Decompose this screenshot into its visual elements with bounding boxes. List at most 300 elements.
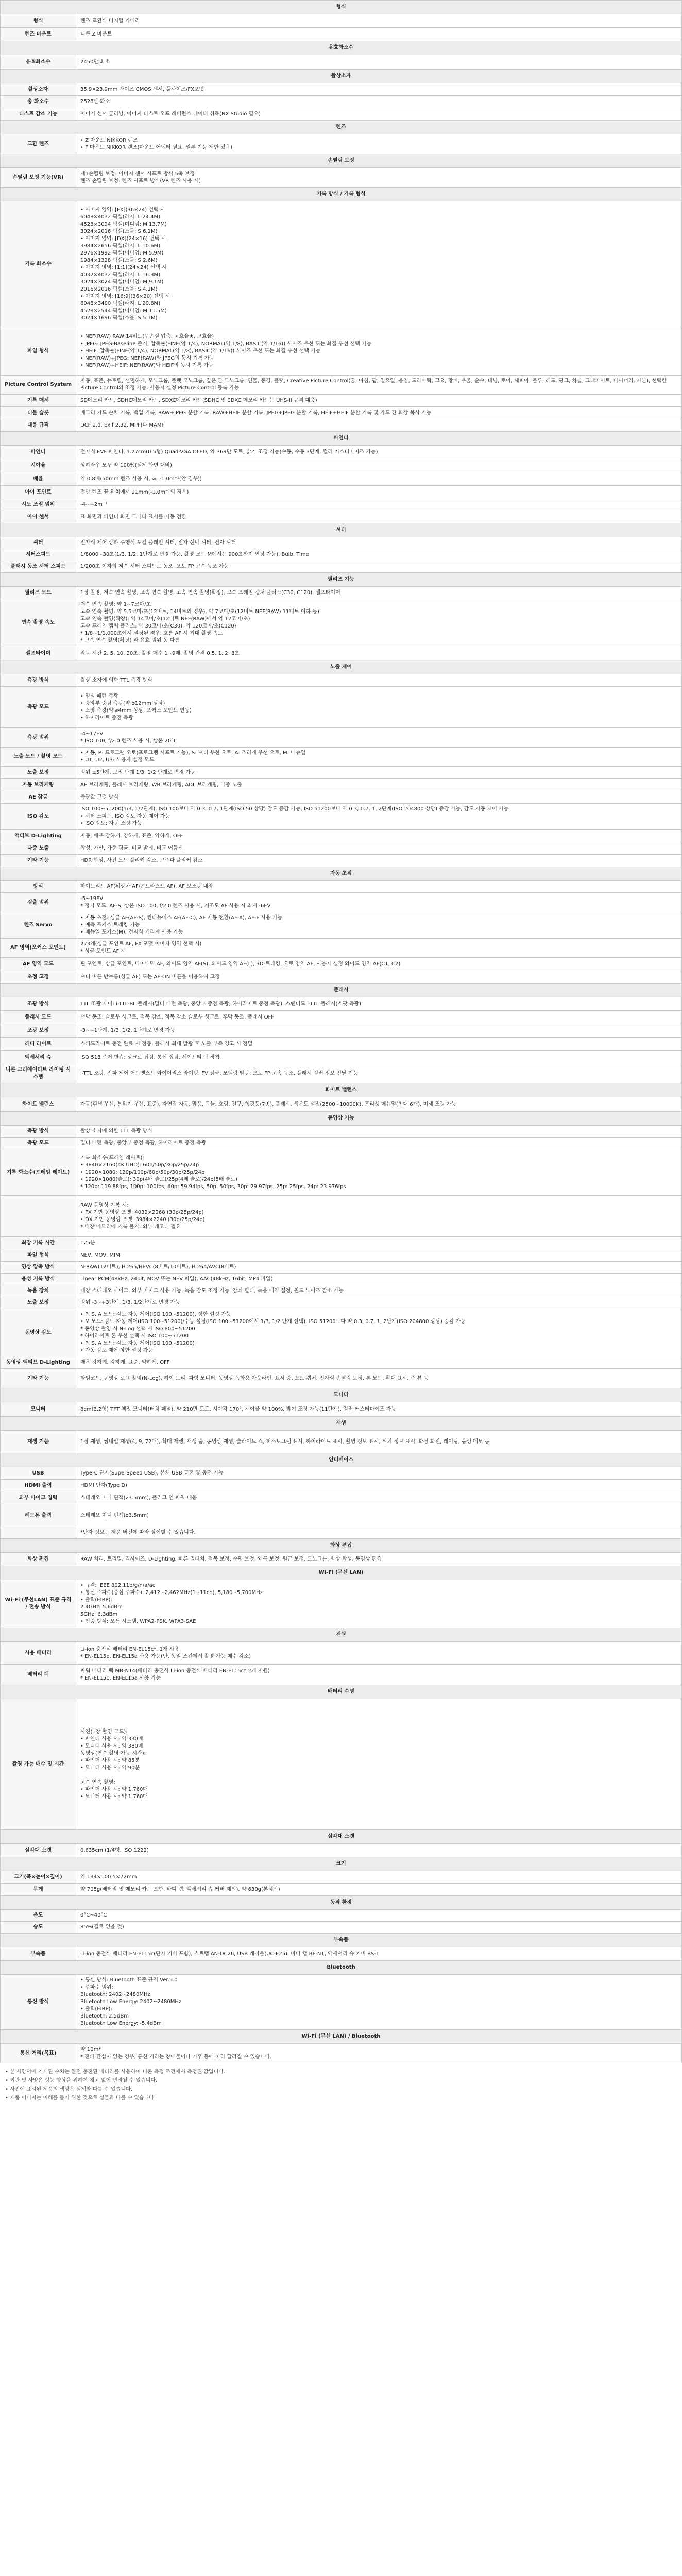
spec-value: ISO 100~51200(1/3, 1/2단계), ISO 100보다 약 0.3, 0.7, 1단계(ISO 50 상당) 감도 증감 가능, ISO 51200보다 약 0.3, 0.7, 1, 2단계(ISO 204800 상당) 증감 가능, 감도 자동 제어 가능 • 셔터 스피드, ISO 감도 자동 제어 가능 • ISO 감도: 자동 조정 가능: [76, 804, 682, 830]
spec-value: • 자동 초점: 싱글 AF(AF-S), 컨티뉴어스 AF(AF-C), AF 자동 전환(AF-A), AF-F 사용 가능 • 예측 포커스 트래킹 기능 • 매뉴얼 포커스(M): 전자식 거리계 사용 가능: [76, 912, 682, 939]
spec-row: [1, 1237, 682, 1249]
spec-row: [1, 728, 682, 748]
spec-value: 니콘 Z 마운트: [76, 28, 682, 41]
spec-row: [1, 1527, 682, 1539]
spec-label: 형식: [1, 14, 76, 28]
spec-value: 35.9×23.9mm 사이즈 CMOS 센서, 풀사이즈/FX포맷: [76, 83, 682, 96]
spec-row: [1, 459, 682, 472]
section-header-row: [1, 2030, 682, 2044]
spec-value: 하이브리드 AF(위상차 AF/콘트라스트 AF), AF 보조광 내장: [76, 881, 682, 893]
spec-row: [1, 83, 682, 96]
spec-label: 셔터: [1, 537, 76, 549]
spec-row: [1, 958, 682, 971]
spec-label: 온도: [1, 1910, 76, 1922]
spec-value: AE 브라케팅, 플래시 브라케팅, WB 브라케팅, ADL 브라케팅, 다중 노출: [76, 779, 682, 791]
section-title: 형식: [1, 1, 682, 14]
section-title: 플래시: [1, 984, 682, 997]
spec-value: • 자동, P: 프로그램 오토(프로그램 시프트 가능), S: 셔터 우선 오토, A: 조리개 우선 오토, M: 매뉴얼 • U1, U2, U3: 사용자 설정 모드: [76, 748, 682, 767]
spec-value: 2528만 화소: [76, 96, 682, 108]
spec-label: 다중 노출: [1, 842, 76, 855]
spec-row: [1, 1480, 682, 1492]
spec-label: 기록 매체: [1, 395, 76, 407]
spec-row: [1, 537, 682, 549]
section-header-row: [1, 1083, 682, 1097]
spec-label: 노출 모드 / 촬영 모드: [1, 748, 76, 767]
spec-label: 연속 촬영 속도: [1, 599, 76, 647]
spec-value: 기록 화소수(프레임 레이트): • 3840×2160(4K UHD): 60p/50p/30p/25p/24p • 1920×1080: 120p/100p/60p/50p/30p/25p/24p • 1920×1080(슬로): 30p(4배 슬로)/25p(4배 슬로)/24p(5배 슬로) * 120p: 119.88fps, 100p: 100fps, 60p: 59.94fps, 50p: 50fps, 30p: 29.97fps, 25p: 25fps, 24p: 23.976fps: [76, 1149, 682, 1196]
spec-row: [1, 1138, 682, 1149]
section-title: 동작 환경: [1, 1896, 682, 1910]
spec-label: 시야율: [1, 459, 76, 472]
spec-label: 아이 포인트: [1, 486, 76, 499]
spec-row: [1, 446, 682, 459]
spec-label: 측광 모드: [1, 1138, 76, 1149]
spec-row: [1, 1126, 682, 1138]
spec-value: HDR 합성, 사진 모드 플리커 감소, 고주파 플리커 감소: [76, 855, 682, 867]
spec-label: [1, 1196, 76, 1237]
section-title: 파인더: [1, 432, 682, 446]
spec-row: [1, 1699, 682, 1830]
section-header-row: [1, 1417, 682, 1431]
section-header-row: [1, 432, 682, 446]
spec-row: [1, 108, 682, 121]
section-header-row: [1, 573, 682, 587]
spec-row: [1, 1011, 682, 1024]
spec-label: 영상 압축 방식: [1, 1262, 76, 1274]
spec-row: [1, 647, 682, 660]
spec-value: 매우 강하게, 강하게, 표준, 약하게, OFF: [76, 1357, 682, 1369]
spec-label: 셔터스피드: [1, 549, 76, 561]
spec-label: 기타 기능: [1, 1369, 76, 1388]
spec-row: [1, 1051, 682, 1064]
section-header-row: [1, 1566, 682, 1580]
section-title: 손떨림 보정: [1, 154, 682, 168]
spec-label: 동영상 액티브 D-Lighting: [1, 1357, 76, 1369]
spec-label: 방식: [1, 881, 76, 893]
spec-row: [1, 327, 682, 376]
section-header-row: [1, 188, 682, 201]
spec-value: 1/200초 이하의 저속 셔터 스피드로 동조, 오토 FP 고속 동조 가능: [76, 561, 682, 573]
spec-value: 타임코드, 동영상 로그 촬영(N-Log), 하이 트리, 파형 모니터, 동영상 녹화용 아웃라인, 표시 줌, 오토 캡처, 전자식 손떨림 보정, 톤 모드, 확대 표시, 줌 뷰 등: [76, 1369, 682, 1388]
spec-label: 사용 배터리: [1, 1642, 76, 1665]
spec-label: 아이 센서: [1, 511, 76, 523]
spec-value: 1/8000~30초(1/3, 1/2, 1단계로 변경 가능, 촬영 모드 M에서는 900초까지 연장 가능), Bulb, Time: [76, 549, 682, 561]
spec-row: [1, 1038, 682, 1051]
spec-row: [1, 1064, 682, 1083]
spec-row: [1, 599, 682, 647]
spec-value: 핀 포인트, 싱글 포인트, 다이내믹 AF, 와이드 영역 AF(S), 와이드 영역 AF(L), 3D-트래킹, 오토 영역 AF, 사용자 설정 와이드 영역 AF(C1, C2): [76, 958, 682, 971]
spec-value: ISO 518 준거 핫슈: 싱크로 접점, 통신 접점, 세이프티 락 장착: [76, 1051, 682, 1064]
spec-label: 더블 슬롯: [1, 407, 76, 419]
spec-row: [1, 842, 682, 855]
spec-value: 촬상 소자에 의한 TTL 측광 방식: [76, 1126, 682, 1138]
spec-row: [1, 1149, 682, 1196]
spec-value: 셔터 버튼 반누름(싱글 AF) 또는 AF-ON 버튼을 이용하여 고정: [76, 971, 682, 984]
spec-label: 촬상소자: [1, 83, 76, 96]
spec-label: 배율: [1, 472, 76, 486]
spec-row: [1, 1504, 682, 1527]
spec-value: 스테레오 미니 핀잭(⌀3.5mm): [76, 1504, 682, 1527]
spec-label: 액티브 D-Lighting: [1, 830, 76, 842]
spec-label: [1, 1527, 76, 1539]
spec-row: [1, 1665, 682, 1685]
spec-value: 자동, 표준, 뉴트럴, 선명하게, 모노크롬, 플랫 모노크롬, 깊은 톤 모노크롬, 인물, 풍경, 플랫, Creative Picture Control(꿈, 아침, 팝, 일요일, 음침, 드라마틱, 고요, 황폐, 우울, 순수, 데님, 토이, 세피아, 블루, 레드, 핑크, 차콜, 그래파이트, 바이너리, 카본), 선택한 Picture Control의 조정 가능, 사용자 설정 Picture Control 등록 가능: [76, 376, 682, 395]
spec-value: 파워 배터리 팩 MB-N14(배터리 충전식 Li-ion 충전식 배터리 EN-EL15c* 2개 지원) * EN-EL15b, EN-EL15a 사용 가능: [76, 1665, 682, 1685]
section-title: 배터리 수명: [1, 1685, 682, 1699]
spec-value: 범위 ±5단계, 보정 단계 1/3, 1/2 단계로 변경 가능: [76, 767, 682, 779]
spec-value: 약 705g(배터리 및 메모리 카드 포함, 바디 캡, 액세서리 슈 커버 제외), 약 630g(본체만): [76, 1884, 682, 1896]
spec-label: 조광 보정: [1, 1024, 76, 1038]
spec-label: 헤드폰 출력: [1, 1504, 76, 1527]
spec-value: 자동, 매우 강하게, 강하게, 표준, 약하게, OFF: [76, 830, 682, 842]
spec-label: 검출 범위: [1, 893, 76, 912]
spec-label: 동영상 감도: [1, 1309, 76, 1357]
spec-row: [1, 1492, 682, 1504]
spec-value: 약 10m* * 전파 간섭이 없는 경우, 통신 거리는 장애물이나 기후 등에 따라 달라질 수 있습니다.: [76, 2044, 682, 2063]
spec-row: [1, 893, 682, 912]
spec-value: 이미지 센서 클리닝, 이미지 더스트 오프 레퍼런스 데이터 취득(NX Studio 필요): [76, 108, 682, 121]
spec-value: 약 0.8배(50mm 렌즈 사용 시, ∞, -1.0m⁻¹(안 경우)): [76, 472, 682, 486]
spec-label: 유효화소수: [1, 55, 76, 70]
spec-value: 멀티 패턴 측광, 중앙부 중점 측광, 하이라이트 중점 측광: [76, 1138, 682, 1149]
spec-row: [1, 407, 682, 419]
section-title: 릴리즈 기능: [1, 573, 682, 587]
spec-label: 파인더: [1, 446, 76, 459]
spec-value: 작동 시간 2, 5, 10, 20초, 촬영 매수 1~9매, 촬영 간격 0.5, 1, 2, 3초: [76, 647, 682, 660]
spec-value: • 이미지 영역: [FX](36×24) 선택 시 6048×4032 픽셀(라지: L 24.4M) 4528×3024 픽셀(미디엄: M 13.7M) 3024×2016 픽셀(스몰: S 6.1M) • 이미지 영역: [DX](24×16) 선택 시 3984×2656 픽셀(라지: L 10.6M) 2976×1992 픽셀(미디엄: M 5.9M) 1984×1328 픽셀(스몰: S 2.6M) • 이미지 영역: [1:1](24×24) 선택 시 4032×4032 픽셀(라지: L 16.3M) 3024×3024 픽셀(미디엄: M 9.1M) 2016×2016 픽셀(스몰: S 4.1M) • 이미지 영역: [16:9](36×20) 선택 시 6048×3400 픽셀(라지: L 20.6M) 4528×2544 픽셀(미디엄: M 11.5M) 3024×1696 픽셀(스몰: S 5.1M): [76, 201, 682, 327]
spec-label: 니콘 크리에이티브 라이팅 시스템: [1, 1064, 76, 1083]
section-title: 부속품: [1, 1934, 682, 1947]
spec-value: 85%(결로 없을 것): [76, 1922, 682, 1934]
spec-label: 자동 브라케팅: [1, 779, 76, 791]
spec-value: • Z 마운트 NIKKOR 렌즈 • F 마운트 NIKKOR 렌즈(마운트 어댑터 필요, 일부 기능 제한 있음): [76, 134, 682, 154]
spec-label: 노출 보정: [1, 1297, 76, 1309]
spec-row: [1, 1024, 682, 1038]
spec-value: -3~+1단계, 1/3, 1/2, 1단계로 변경 가능: [76, 1024, 682, 1038]
spec-label: 촬영 가능 매수 및 시간: [1, 1699, 76, 1830]
spec-label: 크기(폭×높이×깊이): [1, 1871, 76, 1884]
spec-label: 통신 방식: [1, 1975, 76, 2030]
section-title: 재생: [1, 1417, 682, 1431]
spec-label: 측광 방식: [1, 1126, 76, 1138]
section-header-row: [1, 1628, 682, 1642]
spec-value: Li-ion 충전식 배터리 EN-EL15c(단자 커버 포함), 스트랩 AN-DC26, USB 케이블(UC-E25), 바디 캡 BF-N1, 액세서리 슈 커버 BS-1: [76, 1947, 682, 1961]
spec-row: [1, 395, 682, 407]
spec-row: [1, 511, 682, 523]
spec-value: 전자식 제어 상하 주행식 포컬 플레인 셔터, 전자 선막 셔터, 전자 셔터: [76, 537, 682, 549]
section-header-row: [1, 1961, 682, 1975]
section-title: 기록 방식 / 기록 형식: [1, 188, 682, 201]
spec-value: SD메모리 카드, SDHC메모리 카드, SDXC메모리 카드(SDHC 및 SDXC 메모리 카드는 UHS-II 규격 대응): [76, 395, 682, 407]
spec-row: [1, 1922, 682, 1934]
footnotes: • 본 사양서에 기재된 수치는 완전 충전된 배터리를 사용하여 니콘 측정 조건에서 측정된 값입니다. • 외관 및 사양은 성능 향상을 위하여 예고 없이 변경될 수 있습니다. • 사진에 표시된 제품의 색상은 실제와 다를 수 있습니다. • 제품 이미지는 이해를 돕기 위한 것으로 실물과 다를 수 있습니다.: [5, 2069, 226, 2101]
spec-value: • 멀티 패턴 측광 • 중앙부 중점 측광(약 ⌀12mm 상당) • 스팟 측광(약 ⌀4mm 상당, 포커스 포인트 연동) • 하이라이트 중점 측광: [76, 687, 682, 728]
spec-value: 선막 동조, 슬로우 싱크로, 적목 감소, 적목 감소 슬로우 싱크로, 후막 동조, 플래시 OFF: [76, 1011, 682, 1024]
spec-label: 손떨림 보정 기능(VR): [1, 168, 76, 188]
spec-label: AE 잠금: [1, 791, 76, 804]
spec-row: [1, 419, 682, 432]
spec-value: • 규격: IEEE 802.11b/g/n/a/ac • 통신 주파수(중심 주파수): 2,412~2,462MHz(1~11ch), 5,180~5,700MHz • 출력(EIRP): 2.4GHz: 5.6dBm 5GHz: 6.3dBm • 인증 방식: 오픈 시스템, WPA2-PSK, WPA3-SAE: [76, 1580, 682, 1628]
spec-label: Picture Control System: [1, 376, 76, 395]
section-title: 렌즈: [1, 121, 682, 134]
spec-label: 파일 형식: [1, 327, 76, 376]
section-header-row: [1, 984, 682, 997]
spec-row: [1, 1262, 682, 1274]
spec-label: AF 영역(포커스 포인트): [1, 939, 76, 958]
spec-value: 스피드라이트 충전 완료 시 점등, 플래시 최대 발광 후 노출 부족 경고 시 점멸: [76, 1038, 682, 1051]
spec-row: [1, 2044, 682, 2063]
spec-value: 사진(1장 촬영 모드): • 파인더 사용 시: 약 330매 • 모니터 사용 시: 약 380매 동영상(연속 촬영 가능 시간): • 파인더 사용 시: 약 85분 • 모니터 사용 시: 약 90분 고속 연속 촬영: • 파인더 사용 시: 약 1,760매 • 모니터 사용 시: 약 1,760매: [76, 1699, 682, 1830]
spec-row: [1, 486, 682, 499]
spec-row: [1, 1884, 682, 1896]
spec-row: [1, 779, 682, 791]
spec-label: 화이트 밸런스: [1, 1097, 76, 1112]
section-header-row: [1, 1539, 682, 1553]
section-title: 화이트 밸런스: [1, 1083, 682, 1097]
spec-value: DCF 2.0, Exif 2.32, MPF(다 MAMF: [76, 419, 682, 432]
spec-row: [1, 376, 682, 395]
spec-value: 1장 재생, 썸네일 재생(4, 9, 72매), 확대 재생, 재생 줌, 동영상 재생, 슬라이드 쇼, 히스토그램 표시, 하이라이트 표시, 촬영 정보 표시, 위치 정보 표시, 화상 회전, 레이팅, 음성 메모 등: [76, 1431, 682, 1453]
spec-row: [1, 767, 682, 779]
spec-value: 메모리 카드 순차 기록, 백업 기록, RAW+JPEG 분할 기록, RAW+HEIF 분할 기록, JPEG+JPEG 분할 기록, HEIF+HEIF 분할 기록 및 카드 간 화상 복사 가능: [76, 407, 682, 419]
spec-value: 저속 연속 촬영: 약 1~7코마/초 고속 연속 촬영: 약 5.5코마/초(12비트, 14비트의 경우), 약 7코마/초(12비트 NEF(RAW) 11비트 이하 등) 고속 연속 촬영(확장): 약 14코마/초(12비트 NEF(RAW)에서 약 12코마/초) 고속 프레임 캡처 플러스: 약 30코마/초(C30), 약 120코마/초(C120) * 1/8~1/1,000초에서 설정된 경우, 흐름 AF 시 최대 촬영 속도 * 고속 연속 촬영(확장) 과 유효 범위 동 다름: [76, 599, 682, 647]
spec-row: [1, 1402, 682, 1417]
spec-value: 0°C~40°C: [76, 1910, 682, 1922]
spec-label: 플래시 동조 셔터 스피드: [1, 561, 76, 573]
spec-row: [1, 971, 682, 984]
spec-label: 릴리즈 모드: [1, 587, 76, 599]
spec-label: 대응 규격: [1, 419, 76, 432]
spec-label: ISO 감도: [1, 804, 76, 830]
spec-value: 합성, 가산, 가중 평균, 비교 밝게, 비교 어둡게: [76, 842, 682, 855]
section-header-row: [1, 523, 682, 537]
spec-label: 측광 모드: [1, 687, 76, 728]
spec-row: [1, 1975, 682, 2030]
spec-label: 습도: [1, 1922, 76, 1934]
spec-label: 배터리 팩: [1, 1665, 76, 1685]
section-header-row: [1, 41, 682, 55]
spec-value: 2450만 화소: [76, 55, 682, 70]
spec-value: 자동(흰색 우선, 분위기 우선, 표준), 자연광 자동, 맑음, 그늘, 흐림, 전구, 형광등(7종), 플래시, 색온도 설정(2500~10000K), 프리셋 매뉴얼(최대 6개), 미세 조정 가능: [76, 1097, 682, 1112]
spec-row: [1, 201, 682, 327]
spec-value: NEV, MOV, MP4: [76, 1249, 682, 1262]
section-title: Wi-Fi (무선 LAN): [1, 1566, 682, 1580]
section-header-row: [1, 1830, 682, 1844]
spec-value: 렌즈 교환식 디지털 카메라: [76, 14, 682, 28]
spec-row: [1, 1309, 682, 1357]
spec-value: 표 화면과 파인더 화면 모니터 표시를 자동 전환: [76, 511, 682, 523]
spec-value: RAW 동영상 기록 시: • FX 기반 동영상 포맷: 4032×2268 (30p/25p/24p) • DX 기반 동영상 포맷: 3984×2240 (30p/25p/24p) * 내장 메모리에 기록 불가, 외부 레코더 필요: [76, 1196, 682, 1237]
spec-value: N-RAW(12비트), H.265/HEVC(8비트/10비트), H.264/AVC(8비트): [76, 1262, 682, 1274]
spec-label: 액세서리 슈: [1, 1051, 76, 1064]
spec-row: [1, 1196, 682, 1237]
spec-value: • P, S, A 모드: 감도 자동 제어(ISO 100~51200), 상한 설정 가능 • M 모드: 감도 자동 제어(ISO 100~51200)/수동 설정(ISO 100~51200에서 1/3, 1/2 단계 선택), ISO 51200보다 약 0.3, 0.7, 1, 2단계(ISO 204800 상당) 증감 가능 * 동영상 촬영 시 N-Log 선택 시 ISO 800~51200 * 하이라이트 톤 우선 선택 시 ISO 100~51200 • P, S, A 모드: 감도 자동 제어(ISO 100~51200) • 자동 감도 제어 상한 설정 가능: [76, 1309, 682, 1357]
spec-row: [1, 881, 682, 893]
spec-row: [1, 855, 682, 867]
spec-value: -4~17EV * ISO 100, f/2.0 렌즈 사용 시, 상온 20°C: [76, 728, 682, 748]
spec-row: [1, 28, 682, 41]
spec-label: 노출 보정: [1, 767, 76, 779]
spec-label: 렌즈 Servo: [1, 912, 76, 939]
spec-value: HDMI 단자(Type D): [76, 1480, 682, 1492]
spec-row: [1, 1947, 682, 1961]
spec-label: 렌즈 마운트: [1, 28, 76, 41]
section-title: 인터페이스: [1, 1453, 682, 1467]
section-title: 전원: [1, 1628, 682, 1642]
spec-row: [1, 1871, 682, 1884]
section-header-row: [1, 1685, 682, 1699]
section-title: 자동 초점: [1, 867, 682, 881]
section-header-row: [1, 867, 682, 881]
section-title: 촬상소자: [1, 70, 682, 83]
section-title: 셔터: [1, 523, 682, 537]
spec-row: [1, 1249, 682, 1262]
spec-value: • NEF(RAW) RAW 14비트(무손실 압축, 고효율★, 고효율) • JPEG: JPEG-Baseline 준거, 압축률(FINE(약 1/4), NORMAL(약 1/8), BASIC(약 1/16)) 사이즈 우선 또는 화질 우선 선택 가능 • HEIF: 압축률(FINE(약 1/4), NORMAL(약 1/8), BASIC(약 1/16)) 사이즈 우선 또는 화질 우선 선택 가능 • NEF(RAW)+JPEG: NEF(RAW)와 JPEG의 동시 기록 가능 • NEF(RAW)+HEIF: NEF(RAW)와 HEIF의 동시 기록 가능: [76, 327, 682, 376]
spec-value: 내장 스테레오 마이크, 외부 마이크 사용 가능, 녹음 감도 조정 가능, 감쇠 필터, 녹음 대역 설정, 윈드 노이즈 감소 가능: [76, 1285, 682, 1297]
spec-value: 범위 -3~+3단계, 1/3, 1/2단계로 변경 가능: [76, 1297, 682, 1309]
spec-row: [1, 1553, 682, 1566]
section-title: Wi-Fi (무선 LAN) / Bluetooth: [1, 2030, 682, 2044]
spec-value: 273개(싱글 포인트 AF, FX 포맷 이미지 영역 선택 시) * 싱글 포인트 AF 시: [76, 939, 682, 958]
spec-value: *단자 정보는 제품 버전에 따라 상이할 수 있습니다.: [76, 1527, 682, 1539]
spec-label: 화상 편집: [1, 1553, 76, 1566]
spec-row: [1, 791, 682, 804]
spec-value: RAW 처리, 트리밍, 리사이즈, D-Lighting, 빠른 리터치, 적목 보정, 수평 보정, 왜곡 보정, 원근 보정, 모노크롬, 화상 합성, 동영상 편집: [76, 1553, 682, 1566]
spec-value: TTL 조광 제어: i-TTL-BL 플래시(멀티 패턴 측광, 중앙부 중점 측광, 하이라이트 중점 측광), 스탠더드 i-TTL 플래시(스팟 측광): [76, 997, 682, 1011]
spec-label: 기록 화소수: [1, 201, 76, 327]
spec-row: [1, 1097, 682, 1112]
spec-value: 제1손떨림 보정: 이미지 센서 시프트 방식 5축 보정 렌즈 손떨림 보정: 렌즈 시프트 방식(VR 렌즈 사용 시): [76, 168, 682, 188]
spec-label: 레디 라이트: [1, 1038, 76, 1051]
spec-value: 0.635cm (1/4형, ISO 1222): [76, 1844, 682, 1857]
spec-label: 측광 방식: [1, 674, 76, 687]
spec-row: [1, 587, 682, 599]
spec-label: 무게: [1, 1884, 76, 1896]
spec-label: 기록 화소수(프레임 레이트): [1, 1149, 76, 1196]
spec-value: -5~19EV * 정지 모드, AF-S, 상온 ISO 100, f/2.0 렌즈 사용 시, 저조도 AF 사용 시 최저 -6EV: [76, 893, 682, 912]
spec-label: 시도 조절 범위: [1, 499, 76, 511]
spec-row: [1, 96, 682, 108]
spec-label: 통신 거리(목표): [1, 2044, 76, 2063]
spec-label: 삼각대 소켓: [1, 1844, 76, 1857]
spec-row: [1, 1357, 682, 1369]
spec-row: [1, 168, 682, 188]
spec-row: [1, 804, 682, 830]
section-title: 동영상 기능: [1, 1112, 682, 1126]
section-header-row: [1, 1453, 682, 1467]
spec-label: 부속품: [1, 1947, 76, 1961]
spec-label: 녹음 장치: [1, 1285, 76, 1297]
spec-value: -4~+2m⁻¹: [76, 499, 682, 511]
spec-row: [1, 748, 682, 767]
spec-row: [1, 1910, 682, 1922]
spec-value: i-TTL 조광, 전파 제어 어드밴스드 와이어리스 라이팅, FV 잠금, 모델링 발광, 오토 FP 고속 동조, 플래시 컬러 정보 전달 기능: [76, 1064, 682, 1083]
section-header-row: [1, 121, 682, 134]
spec-label: Wi-Fi (무선LAN) 표준 규격 / 전송 방식: [1, 1580, 76, 1628]
spec-row: [1, 687, 682, 728]
section-title: 노출 제어: [1, 660, 682, 674]
spec-row: [1, 472, 682, 486]
spec-value: 125분: [76, 1237, 682, 1249]
section-title: 삼각대 소켓: [1, 1830, 682, 1844]
spec-label: 파일 형식: [1, 1249, 76, 1262]
section-header-row: [1, 660, 682, 674]
spec-value: 스테레오 미니 핀잭(⌀3.5mm), 플러그 인 파워 대응: [76, 1492, 682, 1504]
spec-value: 8cm(3.2형) TFT 액정 모니터(터치 패널), 약 210만 도트, 시야각 170°, 시야율 약 100%, 밝기 조정 가능(11단계), 컬러 커스터마이즈 가능: [76, 1402, 682, 1417]
spec-label: 외부 마이크 입력: [1, 1492, 76, 1504]
spec-label: 조광 방식: [1, 997, 76, 1011]
section-header-row: [1, 1388, 682, 1402]
spec-label: 최장 기록 시간: [1, 1237, 76, 1249]
section-title: 모니터: [1, 1388, 682, 1402]
spec-label: 플래시 모드: [1, 1011, 76, 1024]
spec-row: [1, 561, 682, 573]
spec-label: USB: [1, 1467, 76, 1480]
spec-label: 초점 고정: [1, 971, 76, 984]
spec-row: [1, 1642, 682, 1665]
spec-label: 셀프타이머: [1, 647, 76, 660]
spec-label: 교환 렌즈: [1, 134, 76, 154]
spec-value: 측광값 고정 방식: [76, 791, 682, 804]
spec-row: [1, 14, 682, 28]
spec-row: [1, 549, 682, 561]
spec-value: Type-C 단자(SuperSpeed USB), 본체 USB 급전 및 충전 가능: [76, 1467, 682, 1480]
spec-value: 상하좌우 모두 약 100%(실제 화면 대비): [76, 459, 682, 472]
section-title: 크기: [1, 1857, 682, 1871]
spec-row: [1, 55, 682, 70]
spec-row: [1, 134, 682, 154]
section-header-row: [1, 1, 682, 14]
spec-row: [1, 939, 682, 958]
spec-row: [1, 1431, 682, 1453]
section-header-row: [1, 70, 682, 83]
spec-label: 모니터: [1, 1402, 76, 1417]
spec-value: Li-ion 충전식 배터리 EN-EL15c*, 1개 사용 * EN-EL15b, EN-EL15a 사용 가능(단, 동일 조건에서 촬영 가능 매수 감소): [76, 1642, 682, 1665]
section-title: Bluetooth: [1, 1961, 682, 1975]
spec-value: • 통신 방식: Bluetooth 표준 규격 Ver.5.0 • 주파수 범위: Bluetooth: 2402~2480MHz Bluetooth Low Energy: 2402~2480MHz • 출력(EIRP): Bluetooth: 2.5dBm Bluetooth Low Energy: -5.4dBm: [76, 1975, 682, 2030]
spec-row: [1, 1467, 682, 1480]
section-title: 유효화소수: [1, 41, 682, 55]
spec-row: [1, 997, 682, 1011]
spec-value: 접안 렌즈 끝 위치에서 21mm(-1.0m⁻¹의 경우): [76, 486, 682, 499]
spec-value: 약 134×100.5×72mm: [76, 1871, 682, 1884]
spec-row: [1, 1580, 682, 1628]
section-header-row: [1, 1857, 682, 1871]
spec-row: [1, 499, 682, 511]
spec-row: [1, 1274, 682, 1285]
section-header-row: [1, 1896, 682, 1910]
spec-label: 총 화소수: [1, 96, 76, 108]
spec-row: [1, 830, 682, 842]
spec-row: [1, 1297, 682, 1309]
spec-row: [1, 1369, 682, 1388]
spec-row: [1, 674, 682, 687]
spec-label: 측광 범위: [1, 728, 76, 748]
spec-row: [1, 1844, 682, 1857]
spec-value: 촬상 소자에 의한 TTL 측광 방식: [76, 674, 682, 687]
section-title: 화상 편집: [1, 1539, 682, 1553]
spec-value: 전자식 EVF 파인더, 1.27cm(0.5형) Quad-VGA OLED, 약 369만 도트, 밝기 조정 가능(수동, 수동 3단계, 컬러 커스터마이즈 가능): [76, 446, 682, 459]
spec-value: Linear PCM(48kHz, 24bit, MOV 또는 NEV 파일), AAC(48kHz, 16bit, MP4 파일): [76, 1274, 682, 1285]
spec-value: 1장 촬영, 저속 연속 촬영, 고속 연속 촬영, 고속 연속 촬영(확장), 고속 프레임 캡처 플러스(C30, C120), 셀프타이머: [76, 587, 682, 599]
spec-label: 더스트 감소 기능: [1, 108, 76, 121]
spec-label: 음성 기록 방식: [1, 1274, 76, 1285]
spec-label: HDMI 출력: [1, 1480, 76, 1492]
spec-row: [1, 912, 682, 939]
section-header-row: [1, 154, 682, 168]
section-header-row: [1, 1112, 682, 1126]
section-header-row: [1, 1934, 682, 1947]
